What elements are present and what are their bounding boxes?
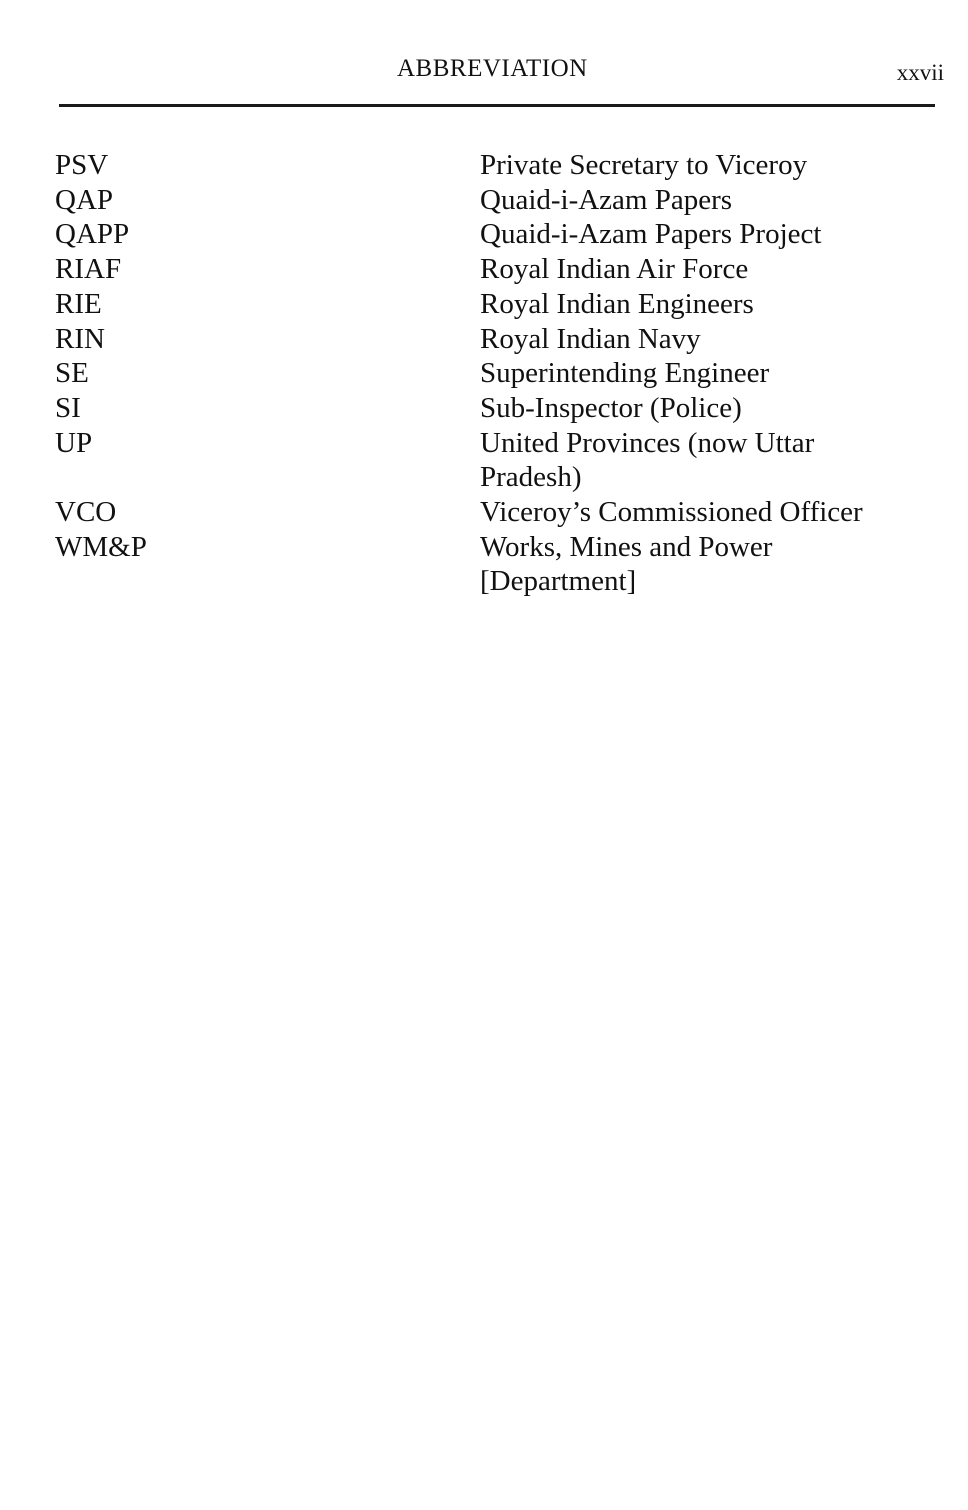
abbreviation-entry: [0, 183, 968, 218]
abbreviation-term: WM&P: [55, 530, 147, 563]
abbreviation-entry: [0, 426, 968, 495]
page-header-title: ABBREVIATION: [397, 55, 588, 82]
abbreviation-definition: United Provinces (now Uttar Pradesh): [480, 426, 815, 494]
abbreviation-entry: [0, 287, 968, 322]
abbreviation-definition: Sub-Inspector (Police): [480, 391, 742, 424]
abbreviation-entry: [0, 322, 968, 357]
abbreviation-definition: Private Secretary to Viceroy: [480, 149, 808, 181]
abbreviation-entry: [0, 495, 968, 530]
abbreviation-definition: Royal Indian Engineers: [480, 287, 754, 320]
abbreviation-entry: [0, 217, 968, 252]
abbreviation-entry: [0, 148, 968, 183]
abbreviation-term: PSV: [55, 149, 109, 181]
page-number: xxvii: [896, 60, 944, 85]
abbreviation-definition: Quaid-i-Azam Papers: [480, 183, 733, 216]
abbreviation-entry: [0, 356, 968, 391]
abbreviation-list: [0, 148, 968, 599]
abbreviation-term: QAP: [55, 183, 114, 216]
abbreviation-definition: Viceroy’s Commissioned Officer: [480, 496, 863, 529]
header-rule: [59, 104, 935, 107]
abbreviation-term: UP: [55, 426, 93, 459]
abbreviation-definition: Superintending Engineer: [480, 357, 770, 390]
abbreviation-definition: Royal Indian Air Force: [480, 253, 749, 286]
abbreviation-entry: [0, 391, 968, 426]
abbreviation-term: SE: [55, 357, 89, 390]
abbreviation-term: RIAF: [55, 253, 122, 286]
abbreviation-term: QAPP: [55, 218, 130, 251]
abbreviation-entry: [0, 252, 968, 287]
abbreviation-term: SI: [55, 391, 81, 424]
abbreviation-term: VCO: [55, 496, 117, 529]
abbreviation-definition: Works, Mines and Power [Department]: [480, 530, 773, 598]
abbreviation-definition: Royal Indian Navy: [480, 322, 701, 355]
abbreviation-term: RIE: [55, 287, 102, 320]
abbreviation-entry: [0, 530, 968, 599]
abbreviation-definition: Quaid-i-Azam Papers Project: [480, 218, 822, 251]
abbreviation-term: RIN: [55, 322, 105, 355]
